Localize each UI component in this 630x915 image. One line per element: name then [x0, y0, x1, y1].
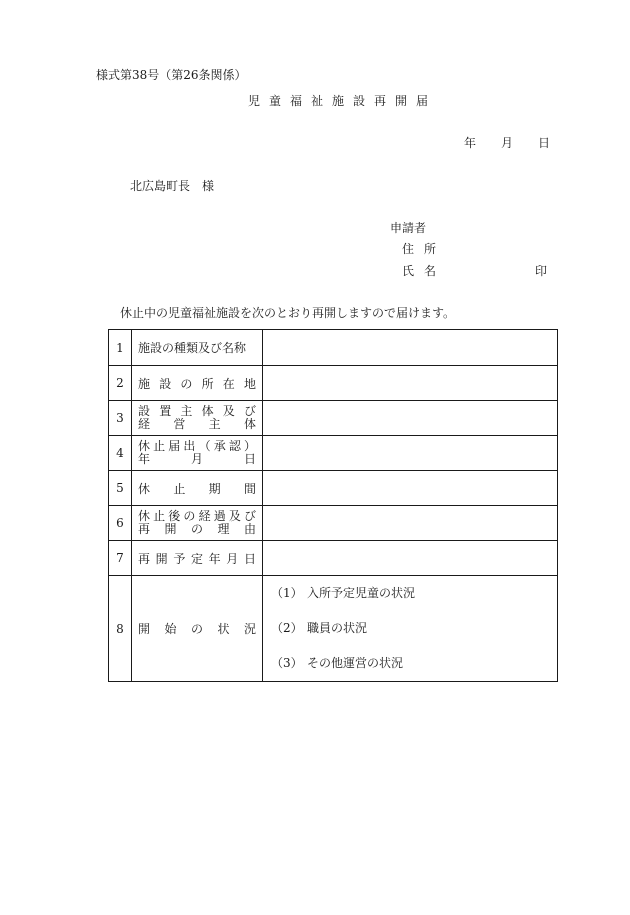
form-number: 様式第38号（第26条関係） [96, 68, 247, 82]
row-value-field[interactable] [263, 506, 558, 541]
spread-label: 経 営 主 体 [138, 417, 256, 431]
addressee: 北広島町長 様 [130, 179, 215, 193]
date-line [464, 134, 550, 151]
row-label [132, 366, 263, 401]
item-index: （3） [271, 656, 303, 670]
spread-label: 再 開 の 理 由 [138, 522, 256, 536]
item-index: （2） [271, 621, 303, 635]
name-label: 氏名 [402, 264, 447, 278]
row-number: 7 [109, 541, 132, 576]
row-value-field[interactable] [263, 436, 558, 471]
status-item[interactable] [263, 576, 557, 611]
date-month: 月 [501, 136, 514, 150]
date-label [138, 453, 256, 466]
row-number: 4 [109, 436, 132, 471]
document-title: 児童福祉施設再開届 [248, 94, 438, 108]
spread-label: 開 始 の 状 況 [138, 622, 256, 636]
row-label [132, 541, 263, 576]
date-day: 日 [538, 136, 551, 150]
spread-label: 休 止 期 間 [138, 481, 256, 496]
row-label [132, 471, 263, 506]
table-row [109, 576, 558, 682]
table-row [109, 541, 558, 576]
table-row [109, 401, 558, 436]
item-text: 入所予定児童の状況 [307, 586, 416, 600]
row-label: 施設の種類及び名称 [132, 330, 263, 366]
day-label: 日 [243, 452, 256, 466]
row-value-field[interactable] [263, 401, 558, 436]
row-number: 8 [109, 576, 132, 682]
address-label: 住所 [402, 242, 447, 256]
row-number: 5 [109, 471, 132, 506]
form-table [108, 329, 558, 682]
applicant-label: 申請者 [390, 221, 427, 235]
table-row [109, 506, 558, 541]
table-row [109, 330, 558, 366]
status-item[interactable] [263, 646, 557, 681]
row-number: 1 [109, 330, 132, 366]
table-row [109, 471, 558, 506]
spread-label: 休 止 届 出 （ 承 認 ） [138, 439, 256, 453]
status-items [263, 576, 558, 682]
row-label [132, 401, 263, 436]
table-row [109, 436, 558, 471]
row-number: 3 [109, 401, 132, 436]
row-label [132, 436, 263, 471]
row-value-field[interactable] [263, 366, 558, 401]
table-row [109, 366, 558, 401]
row-label [132, 506, 263, 541]
spread-label: 休 止 後 の 経 過 及 び [138, 509, 256, 523]
item-text: その他運営の状況 [307, 656, 404, 670]
month-label: 月 [190, 452, 203, 466]
row-number: 2 [109, 366, 132, 401]
row-value-field[interactable] [263, 541, 558, 576]
spread-label: 施 設 の 所 在 地 [138, 376, 256, 391]
date-year: 年 [464, 136, 477, 150]
item-index: （1） [271, 586, 303, 600]
row-value-field[interactable] [263, 471, 558, 506]
seal-mark: 印 [535, 264, 548, 278]
spread-label: 設 置 主 体 及 び [138, 404, 256, 418]
status-item[interactable] [263, 611, 557, 646]
year-label: 年 [138, 452, 151, 466]
row-label [132, 576, 263, 682]
row-number: 6 [109, 506, 132, 541]
spread-label: 再 開 予 定 年 月 日 [138, 551, 256, 566]
row-value-field[interactable] [263, 330, 558, 366]
intro-text: 休止中の児童福祉施設を次のとおり再開しますので届けます。 [120, 306, 456, 320]
item-text: 職員の状況 [307, 621, 368, 635]
